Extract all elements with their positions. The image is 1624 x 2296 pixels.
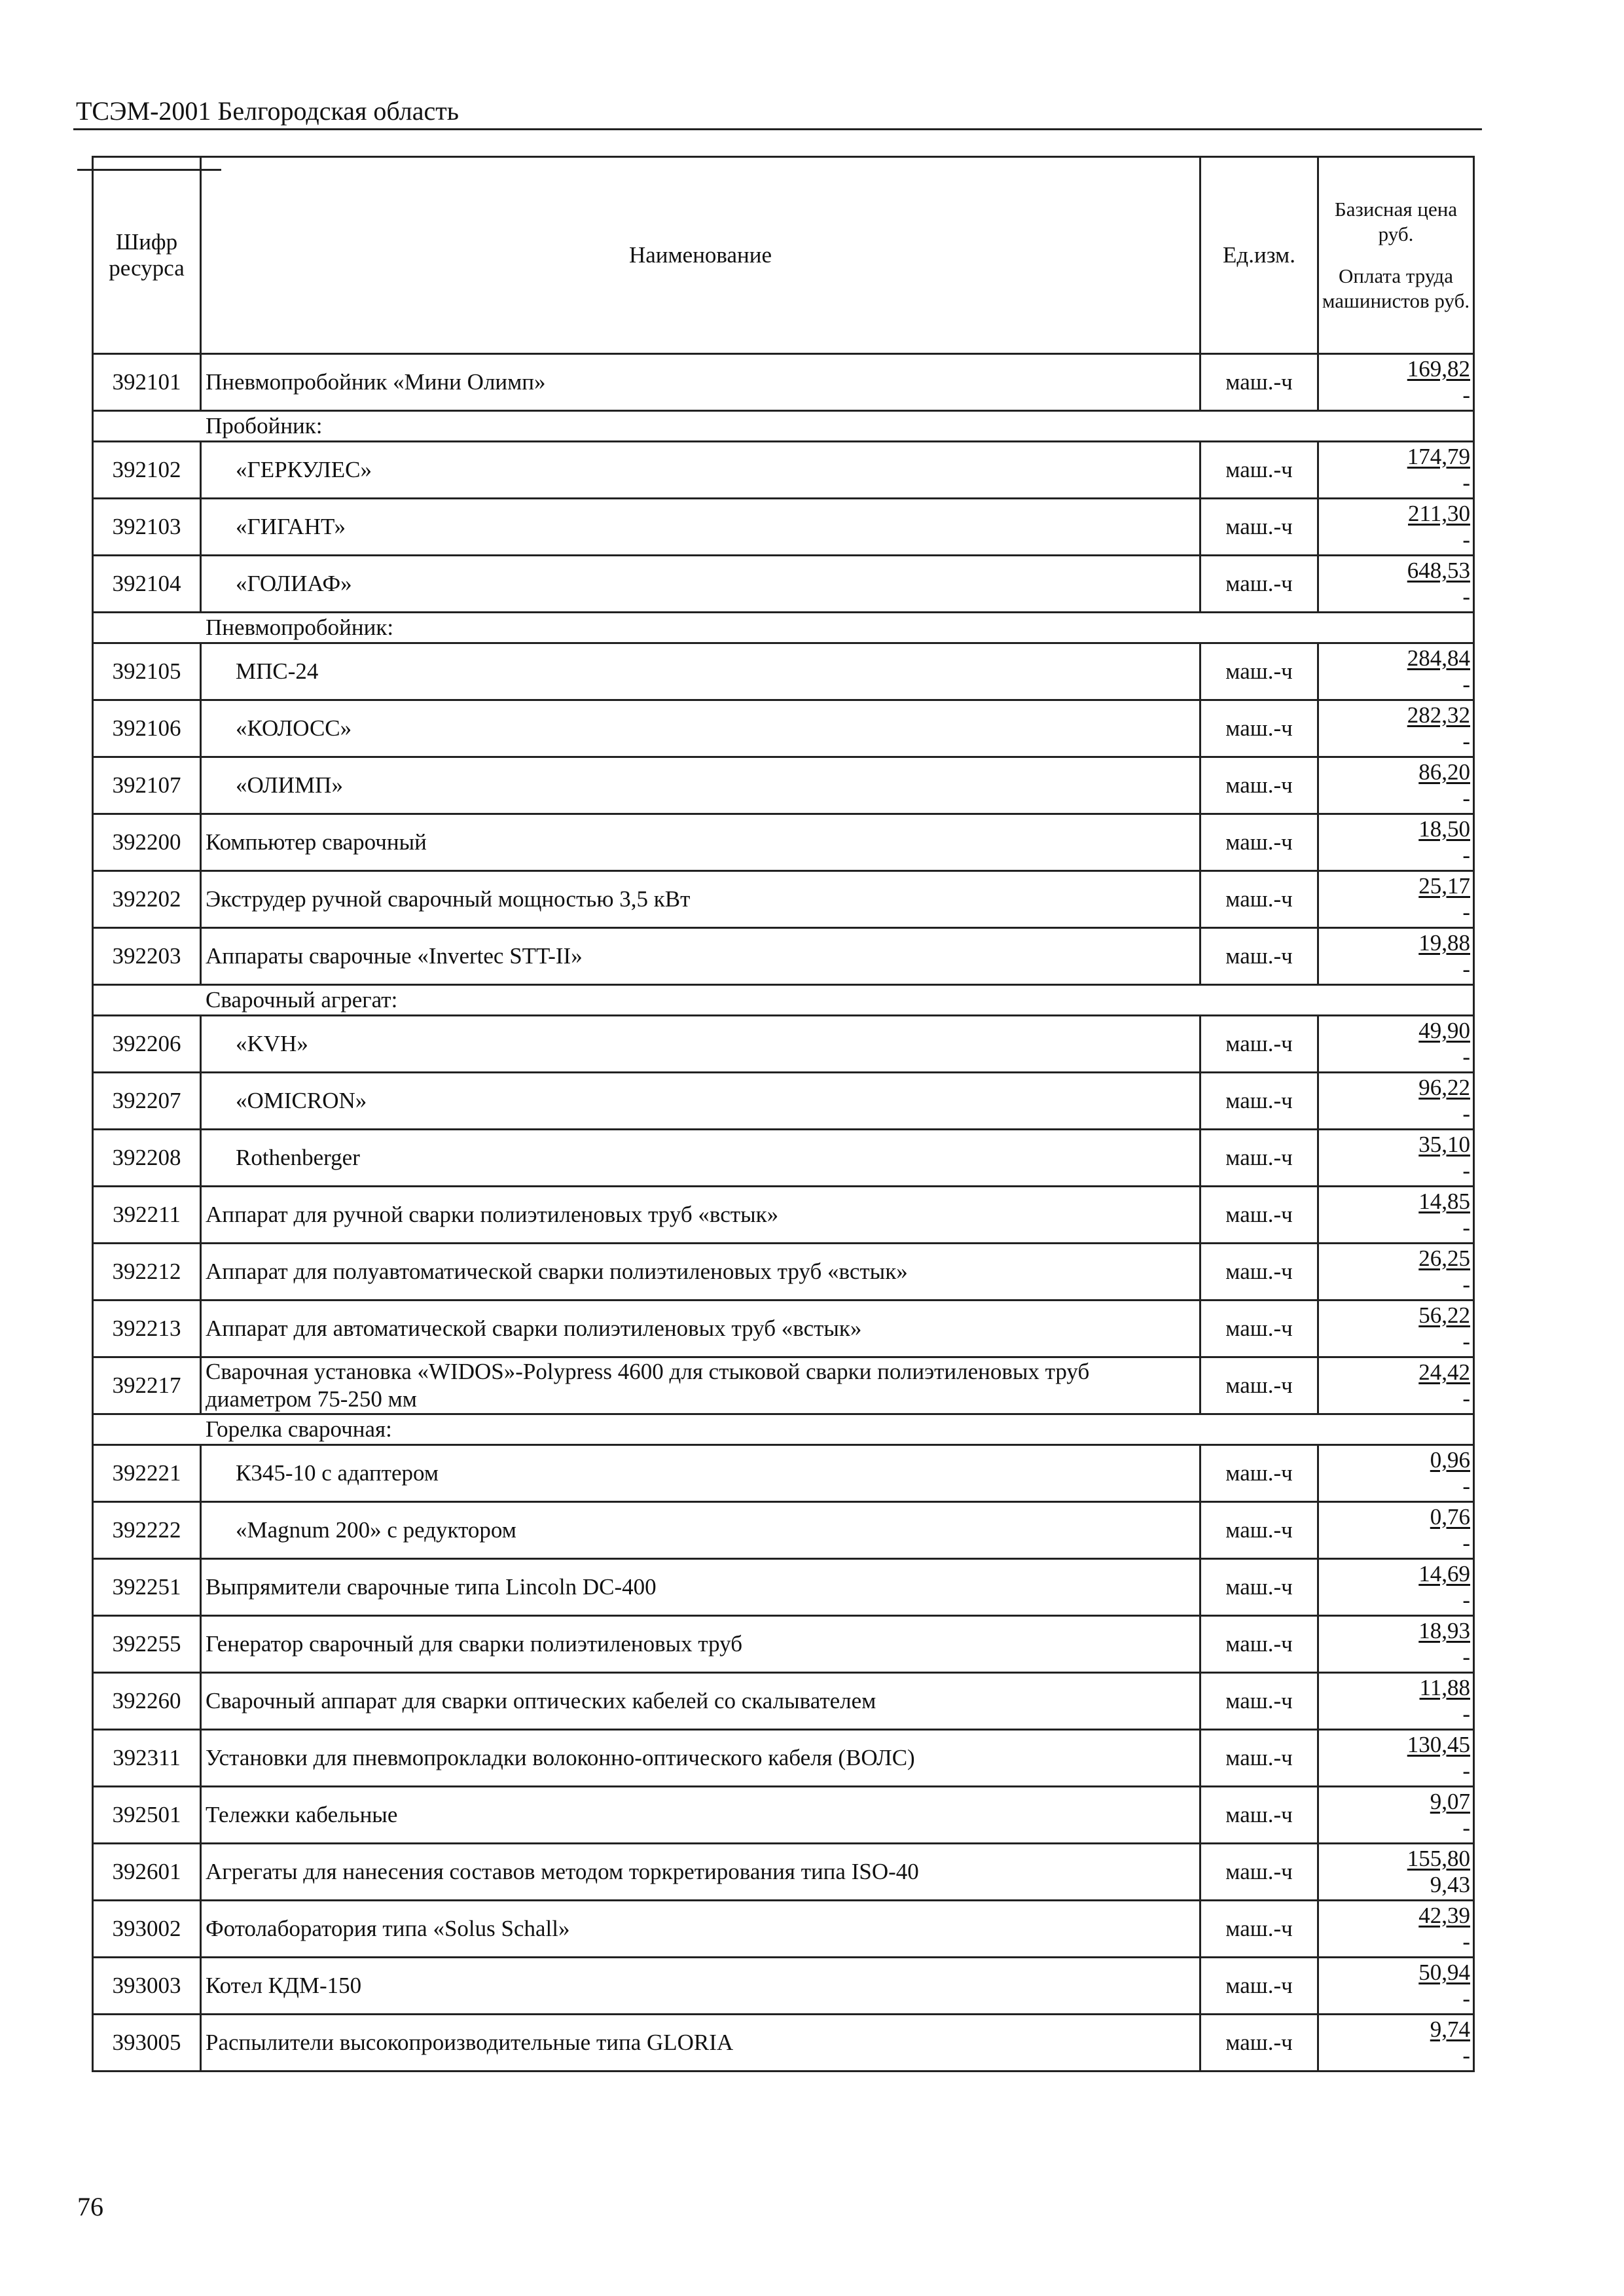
group-heading-row [93,985,1474,1016]
unit-of-measure: маш.-ч [1200,814,1318,871]
resource-code: 392211 [93,1187,201,1244]
unit-of-measure: маш.-ч [1200,1673,1318,1730]
labor-cost: - [1462,1530,1470,1556]
labor-cost: - [1462,1101,1470,1126]
resource-name: «OMICRON» [201,1073,1200,1130]
resource-name: Экструдер ручной сварочный мощностью 3,5 кВт [201,871,1200,928]
resource-code: 392105 [93,643,201,700]
resource-code: 392206 [93,1016,201,1073]
resource-code: 392311 [93,1730,201,1787]
resource-name: Установки для пневмопрокладки волоконно-оптического кабеля (ВОЛС) [201,1730,1200,1787]
labor-cost: 9,43 [1430,1872,1470,1897]
group-heading [93,613,1474,643]
base-price: 174,79 [1407,444,1470,469]
resource-name: Сварочный аппарат для сварки оптических кабелей со скалывателем [201,1673,1200,1730]
base-price: 18,93 [1418,1618,1470,1643]
table-row [93,1244,1474,1300]
price-cell [1318,928,1474,985]
group-heading-label: Горелка сварочная: [206,1416,392,1442]
base-price: 50,94 [1418,1960,1470,1985]
price-cell [1318,499,1474,556]
unit-of-measure: маш.-ч [1200,2015,1318,2072]
table-row [93,700,1474,757]
resource-code: 393002 [93,1901,201,1958]
resource-code: 392213 [93,1300,201,1357]
table-row [93,1130,1474,1187]
resource-code: 392203 [93,928,201,985]
resource-name: Аппарат для ручной сварки полиэтиленовых труб «встык» [201,1187,1200,1244]
base-price: 0,96 [1430,1447,1470,1473]
labor-cost: - [1462,1473,1470,1499]
resource-name: «КОЛОСС» [201,700,1200,757]
table-row [93,499,1474,556]
group-heading-label: Сварочный агрегат: [206,987,398,1013]
price-cell [1318,354,1474,411]
unit-of-measure: маш.-ч [1200,700,1318,757]
table-header-row [93,157,1474,354]
price-cell [1318,1357,1474,1414]
table-row [93,1502,1474,1559]
column-header-labor-cost: Оплата труда машинистов руб. [1322,264,1470,312]
price-cell [1318,1559,1474,1616]
table-row [93,1559,1474,1616]
base-price: 648,53 [1407,558,1470,583]
table-row [93,1673,1474,1730]
resource-name: «ГЕРКУЛЕС» [201,442,1200,499]
resource-name: Агрегаты для нанесения составов методом торкретирования типа ISO-40 [201,1844,1200,1901]
base-price: 130,45 [1407,1732,1470,1757]
resource-name: Пневмопробойник «Мини Олимп» [201,354,1200,411]
resource-name: «ГИГАНТ» [201,499,1200,556]
labor-cost: - [1462,1272,1470,1297]
column-header-price [1318,157,1474,354]
resource-name: Распылители высокопроизводительные типа GLORIA [201,2015,1200,2072]
base-price: 211,30 [1408,501,1470,526]
table-row [93,1787,1474,1844]
resource-code: 392601 [93,1844,201,1901]
labor-cost: - [1462,1644,1470,1670]
resource-code: 392501 [93,1787,201,1844]
page-number: 76 [77,2192,103,2221]
unit-of-measure: маш.-ч [1200,1502,1318,1559]
group-heading [93,411,1474,442]
price-cell [1318,1673,1474,1730]
resource-code: 392103 [93,499,201,556]
unit-of-measure: маш.-ч [1200,928,1318,985]
resource-code: 392260 [93,1673,201,1730]
base-price: 169,82 [1407,356,1470,382]
table-row [93,1445,1474,1502]
base-price: 86,20 [1418,759,1470,785]
table-row [93,2015,1474,2072]
resource-code: 392217 [93,1357,201,1414]
table-row [93,871,1474,928]
group-heading-label: Пневмопробойник: [206,615,394,640]
resource-name: «Magnum 200» с редуктором [201,1502,1200,1559]
unit-of-measure: маш.-ч [1200,1901,1318,1958]
unit-of-measure: маш.-ч [1200,1244,1318,1300]
price-cell [1318,1244,1474,1300]
labor-cost: - [1462,1386,1470,1411]
table-row [93,1730,1474,1787]
base-price: 11,88 [1419,1675,1470,1700]
table-row [93,1958,1474,2015]
labor-cost: - [1462,470,1470,495]
resource-name: Аппарат для полуавтоматической сварки полиэтиленовых труб «встык» [201,1244,1200,1300]
price-cell [1318,556,1474,613]
labor-cost: - [1462,1329,1470,1354]
price-cell [1318,2015,1474,2072]
labor-cost: - [1462,584,1470,609]
resource-name: МПС-24 [201,643,1200,700]
resource-name: Генератор сварочный для сварки полиэтиленовых труб [201,1616,1200,1673]
column-header-code: Шифр ресурса [93,157,201,354]
labor-cost: - [1462,1815,1470,1840]
document-title: ТСЭМ-2001 Белгородская область [76,96,459,126]
unit-of-measure: маш.-ч [1200,1787,1318,1844]
group-heading-row [93,1414,1474,1445]
labor-cost: - [1462,899,1470,925]
price-cell [1318,1130,1474,1187]
base-price: 155,80 [1407,1846,1470,1871]
table-row [93,442,1474,499]
table-row [93,643,1474,700]
group-heading-row [93,411,1474,442]
table-row [93,556,1474,613]
base-price: 24,42 [1418,1359,1470,1385]
price-cell [1318,1187,1474,1244]
base-price: 14,85 [1418,1189,1470,1214]
price-cell [1318,1787,1474,1844]
base-price: 49,90 [1418,1018,1470,1043]
resource-code: 392207 [93,1073,201,1130]
price-cell [1318,757,1474,814]
resource-name: К345-10 с адаптером [201,1445,1200,1502]
table-row [93,1901,1474,1958]
table-row [93,1300,1474,1357]
table-row [93,1357,1474,1414]
base-price: 19,88 [1418,930,1470,956]
base-price: 26,25 [1418,1246,1470,1271]
price-cell [1318,1616,1474,1673]
labor-cost: - [1462,728,1470,754]
base-price: 284,84 [1407,645,1470,671]
labor-cost: - [1462,1758,1470,1784]
unit-of-measure: маш.-ч [1200,1445,1318,1502]
labor-cost: - [1462,842,1470,868]
labor-cost: - [1462,1986,1470,2011]
unit-of-measure: маш.-ч [1200,556,1318,613]
labor-cost: - [1462,2043,1470,2068]
price-cell [1318,1300,1474,1357]
group-heading-row [93,613,1474,643]
resource-code: 392255 [93,1616,201,1673]
resource-name: Котел КДМ-150 [201,1958,1200,2015]
resource-code: 392251 [93,1559,201,1616]
unit-of-measure: маш.-ч [1200,1958,1318,2015]
unit-of-measure: маш.-ч [1200,871,1318,928]
table-row [93,1187,1474,1244]
resource-code: 392221 [93,1445,201,1502]
resource-name: Компьютер сварочный [201,814,1200,871]
resource-code: 393003 [93,1958,201,2015]
resource-name: «ОЛИМП» [201,757,1200,814]
base-price: 14,69 [1418,1561,1470,1587]
unit-of-measure: маш.-ч [1200,1730,1318,1787]
table-row [93,354,1474,411]
labor-cost: - [1462,1929,1470,1954]
table-row [93,1844,1474,1901]
resource-name: «KVH» [201,1016,1200,1073]
resource-name: Выпрямители сварочные типа Lincoln DC-400 [201,1559,1200,1616]
unit-of-measure: маш.-ч [1200,1073,1318,1130]
price-cell [1318,1730,1474,1787]
page-header [73,94,1482,130]
resource-code: 392104 [93,556,201,613]
labor-cost: - [1462,1044,1470,1069]
price-cell [1318,871,1474,928]
resource-code: 392101 [93,354,201,411]
price-cell [1318,1073,1474,1130]
price-cell [1318,1445,1474,1502]
table-row [93,1616,1474,1673]
unit-of-measure: маш.-ч [1200,1357,1318,1414]
group-heading [93,985,1474,1016]
labor-cost: - [1462,1587,1470,1613]
resource-name: «ГОЛИАФ» [201,556,1200,613]
unit-of-measure: маш.-ч [1200,757,1318,814]
resource-code: 392222 [93,1502,201,1559]
column-header-base-price: Базисная цена руб. [1334,198,1458,245]
resource-code: 392107 [93,757,201,814]
resource-name: Аппараты сварочные «Invertec STT-II» [201,928,1200,985]
unit-of-measure: маш.-ч [1200,1130,1318,1187]
base-price: 35,10 [1418,1132,1470,1157]
price-cell [1318,1901,1474,1958]
resource-name: Rothenberger [201,1130,1200,1187]
labor-cost: - [1462,382,1470,408]
table-row [93,1016,1474,1073]
base-price: 282,32 [1407,702,1470,728]
base-price: 18,50 [1418,816,1470,842]
labor-cost: - [1462,785,1470,811]
resource-code: 392200 [93,814,201,871]
unit-of-measure: маш.-ч [1200,1016,1318,1073]
table-body [93,354,1474,2072]
table-row [93,757,1474,814]
column-header-name: Наименование [201,157,1200,354]
table-row [93,928,1474,985]
unit-of-measure: маш.-ч [1200,442,1318,499]
labor-cost: - [1462,956,1470,982]
base-price: 0,76 [1430,1504,1470,1530]
group-heading [93,1414,1474,1445]
base-price: 9,07 [1430,1789,1470,1814]
unit-of-measure: маш.-ч [1200,354,1318,411]
resource-code: 392212 [93,1244,201,1300]
unit-of-measure: маш.-ч [1200,499,1318,556]
base-price: 96,22 [1418,1075,1470,1100]
price-cell [1318,1016,1474,1073]
resource-code: 392208 [93,1130,201,1187]
price-cell [1318,442,1474,499]
table-row [93,1073,1474,1130]
labor-cost: - [1462,527,1470,552]
price-cell [1318,1502,1474,1559]
price-cell [1318,700,1474,757]
price-cell [1318,1844,1474,1901]
unit-of-measure: маш.-ч [1200,1559,1318,1616]
labor-cost: - [1462,672,1470,697]
unit-of-measure: маш.-ч [1200,643,1318,700]
unit-of-measure: маш.-ч [1200,1844,1318,1901]
labor-cost: - [1462,1158,1470,1183]
labor-cost: - [1462,1215,1470,1240]
column-header-unit: Ед.изм. [1200,157,1318,354]
resource-name: Фотолаборатория типа «Solus Schall» [201,1901,1200,1958]
base-price: 25,17 [1418,873,1470,899]
table-row [93,814,1474,871]
resource-name: Аппарат для автоматической сварки полиэтиленовых труб «встык» [201,1300,1200,1357]
group-heading-label: Пробойник: [206,413,323,439]
unit-of-measure: маш.-ч [1200,1616,1318,1673]
resource-code: 392106 [93,700,201,757]
resource-name: Сварочная установка «WIDOS»-Polypress 4600 для стыковой сварки полиэтиленовых труб диаметром 75-250 мм [201,1357,1200,1414]
labor-cost: - [1462,1701,1470,1727]
resource-name: Тележки кабельные [201,1787,1200,1844]
resource-code: 392202 [93,871,201,928]
unit-of-measure: маш.-ч [1200,1187,1318,1244]
price-cell [1318,643,1474,700]
price-cell [1318,1958,1474,2015]
price-cell [1318,814,1474,871]
base-price: 9,74 [1430,2017,1470,2042]
resource-code: 392102 [93,442,201,499]
base-price: 42,39 [1418,1903,1470,1928]
base-price: 56,22 [1418,1302,1470,1328]
resource-price-table [92,156,1475,2072]
unit-of-measure: маш.-ч [1200,1300,1318,1357]
resource-code: 393005 [93,2015,201,2072]
